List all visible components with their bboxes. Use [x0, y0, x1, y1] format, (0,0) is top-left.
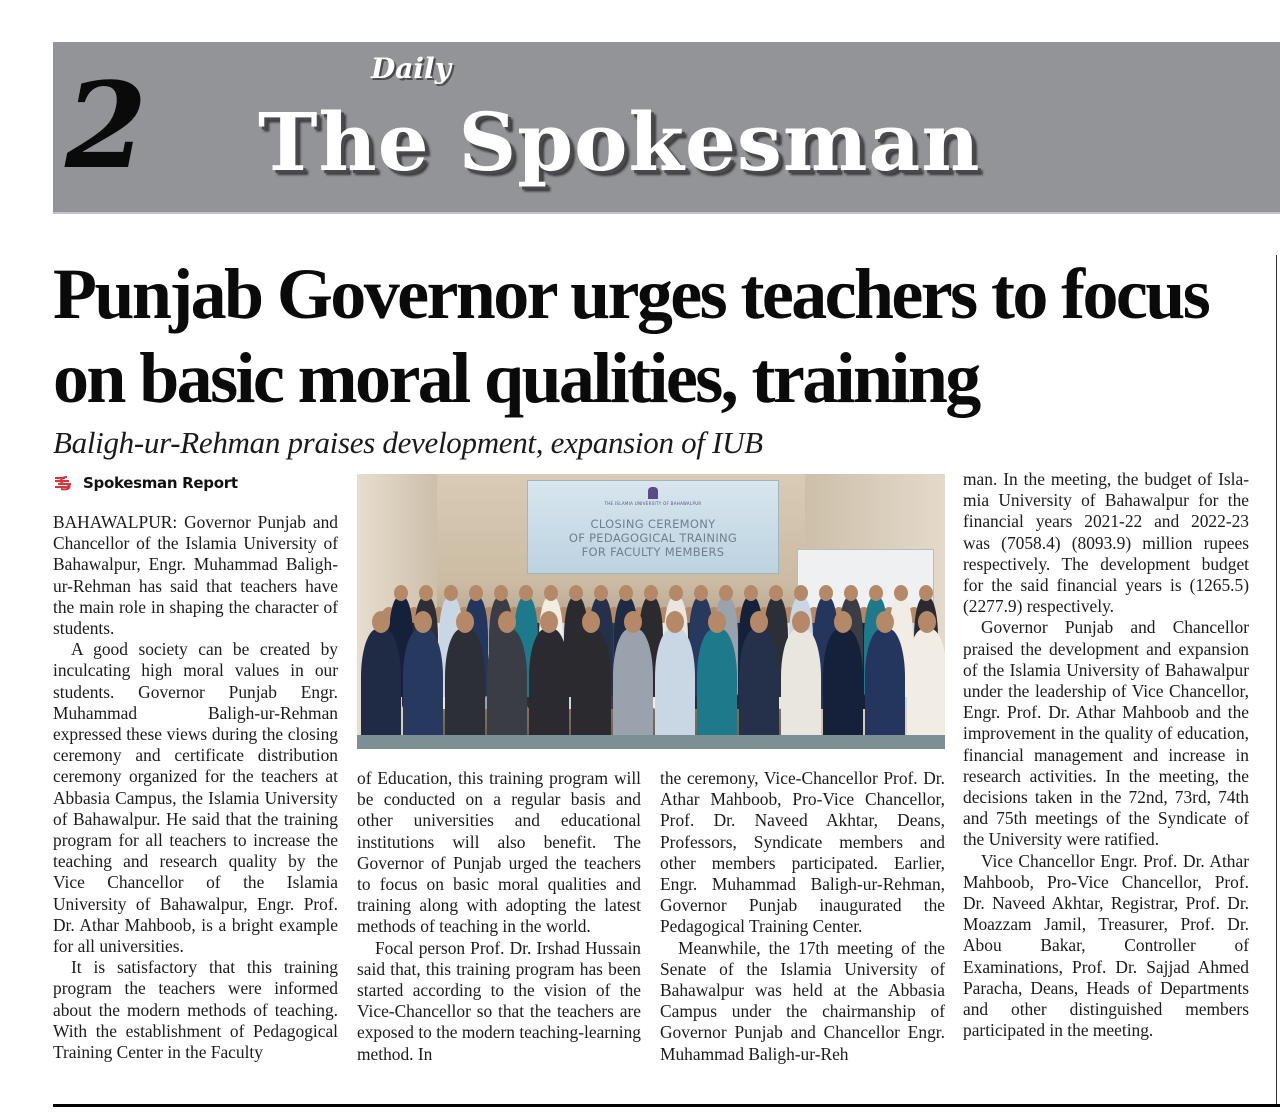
person-head — [834, 611, 852, 633]
person-head — [372, 611, 390, 633]
person-head — [456, 611, 474, 633]
person-head — [918, 611, 936, 633]
paragraph: Focal person Prof. Dr. Irshad Hussain said that, this training program has been started according to the vision of the Vice-Chancellor so that the teachers are exposed to the modern teaching-learning method. In — [357, 937, 641, 1064]
group-of-people — [357, 579, 945, 749]
person-head — [744, 585, 758, 601]
article-headline: Punjab Governor urges teachers to focus on basic moral qualities, training — [53, 254, 1209, 418]
article-column-1 — [53, 512, 338, 1063]
person-head — [582, 611, 600, 633]
article-subheadline: Baligh-ur-Rehman praises development, expansion of IUB — [53, 425, 763, 460]
person-figure — [823, 629, 863, 749]
newspaper-nameplate: The Spokesman — [258, 95, 981, 189]
person-head — [708, 611, 726, 633]
person-figure — [361, 629, 401, 749]
person-head — [444, 585, 458, 601]
ceremony-backdrop-banner — [527, 480, 779, 574]
person-head — [519, 585, 533, 601]
person-head — [719, 585, 733, 601]
paragraph: Vice Chancellor Engr. Prof. Dr. Athar Mahboob, Pro-Vice Chancellor, Prof. Dr. Naveed Akhtar, Registrar, Prof. Dr. Moazzam Jamil, Treasurer, Prof. Dr. Abou Bakar, Controller of Examinations, Prof. Dr. Sajjad Ahmed Paracha, Deans, Heads of Departments and other distinguished members participated in the meeting. — [963, 850, 1249, 1041]
person-head — [894, 585, 908, 601]
byline-text: Spokesman Report — [83, 474, 238, 492]
person-figure — [445, 629, 485, 749]
backdrop-university-name: THE ISLAMIA UNIVERSITY OF BAHAWALPUR — [604, 501, 702, 506]
photo-floor — [357, 735, 945, 749]
paragraph: man. In the meeting, the budget of Islamia University of Bahawalpur for the financial years 2021-22 and 2022-23 was (7058.4) (8093.9) million rupees respectively. The development budget for the said financial years is (1265.5) (2277.9) respectively. — [963, 469, 1249, 617]
person-head — [419, 585, 433, 601]
person-head — [750, 611, 768, 633]
person-figure — [487, 629, 527, 749]
paragraph: A good society can be created by inculcating high moral values in our students. Governor Punjab Engr. Muhammad Baligh-ur-Rehman expressed these views during the closing ceremony and certificate distribution ceremony organized for the teachers at Abbasia Campus, the Islamia University of Bahawalpur. He said that the training program for all teachers to increase the teaching and research quality by the Vice Chancellor of the Islamia University of Bahawalpur, Engr. Prof. Dr. Athar Mahboob, is a bright example for all universities. — [53, 639, 338, 957]
paragraph: Meanwhile, the 17th meeting of the Senate of the Islamia University of Bahawalpur was held at the Abbasia Campus under the chairmanship of Governor Punjab and Chancellor Engr. Muhammad Baligh-ur-Reh — [660, 937, 945, 1064]
person-head — [819, 585, 833, 601]
page-number: 2 — [65, 56, 148, 195]
person-head — [694, 585, 708, 601]
person-head — [469, 585, 483, 601]
article-photo — [357, 474, 945, 749]
person-figure — [865, 629, 905, 749]
byline — [53, 472, 238, 494]
person-head — [844, 585, 858, 601]
paragraph: Governor Punjab and Chancellor praised the development and expansion of the Islamia University of Bahawalpur under the leadership of Vice Chancellor, Engr. Prof. Dr. Athar Mahboob and the improvement in the quality of education, financial management and increase in research activities. In the meeting, the decisions taken in the 72nd, 73rd, 74th and 75th meetings of the Syndicate of the University were ratified. — [963, 617, 1249, 850]
person-figure — [403, 629, 443, 749]
backdrop-title-line: OF PEDAGOGICAL TRAINING — [568, 531, 738, 545]
person-head — [919, 585, 933, 601]
person-head — [769, 585, 783, 601]
page-bottom-rule — [53, 1104, 1280, 1107]
university-crest-icon — [648, 487, 658, 499]
person-figure — [907, 629, 945, 749]
person-head — [666, 611, 684, 633]
person-head — [644, 585, 658, 601]
article-column-4 — [963, 469, 1249, 1041]
person-figure — [529, 629, 569, 749]
person-figure — [613, 629, 653, 749]
paragraph: of Education, this training program will be conducted on a regular basis and other universities and educational institutions will also benefit. The Governor of Punjab urged the teachers to focus on basic moral qualities and training along with adopting the latest methods of teaching in the world. — [357, 768, 641, 937]
brand-daily-label: Daily — [371, 52, 451, 85]
person-head — [394, 585, 408, 601]
person-head — [540, 611, 558, 633]
person-head — [594, 585, 608, 601]
person-figure — [655, 629, 695, 749]
masthead — [53, 42, 1280, 214]
article-column-3 — [660, 768, 945, 1065]
person-head — [619, 585, 633, 601]
person-head — [414, 611, 432, 633]
article-column-2 — [357, 768, 641, 1065]
spokesman-s-logo-icon — [53, 475, 73, 491]
person-head — [792, 611, 810, 633]
person-head — [498, 611, 516, 633]
person-figure — [739, 629, 779, 749]
person-head — [624, 611, 642, 633]
column-rule — [1276, 255, 1277, 1105]
person-head — [494, 585, 508, 601]
paragraph: It is satisfactory that this training program the teachers were informed about the modern methods of teaching. With the establishment of Pedagogical Training Center in the Faculty — [53, 957, 338, 1063]
backdrop-title-line: CLOSING CEREMONY — [590, 517, 716, 531]
backdrop-title-line: FOR FACULTY MEMBERS — [581, 545, 725, 559]
person-head — [569, 585, 583, 601]
person-figure — [571, 629, 611, 749]
person-head — [869, 585, 883, 601]
paragraph: BAHAWALPUR: Governor Punjab and Chancellor of the Islamia University of Bahawalpur, Engr. Muhammad Baligh-ur-Rehman has said that teachers have the main role in shaping the character of students. — [53, 512, 338, 639]
paragraph: the ceremony, Vice-Chancellor Prof. Dr. Athar Mahboob, Pro-Vice Chancellor, Prof. Dr. Naveed Akhtar, Deans, Professors, Syndicate members and other members participated. Earlier, Engr. Muhammad Baligh-ur-Rehman, Governor Punjab inaugurated the Pedagogical Training Center. — [660, 768, 945, 937]
person-head — [876, 611, 894, 633]
person-figure — [781, 629, 821, 749]
person-figure — [697, 629, 737, 749]
person-head — [544, 585, 558, 601]
person-head — [794, 585, 808, 601]
person-head — [669, 585, 683, 601]
